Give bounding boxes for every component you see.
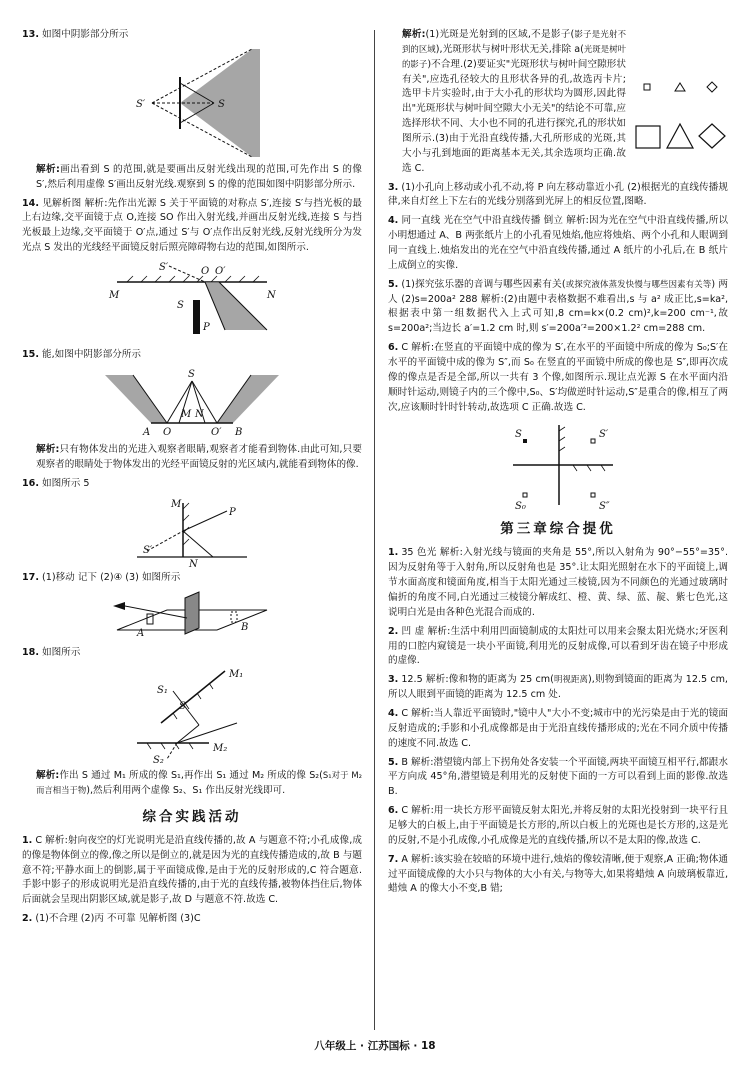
item-number: 14. — [22, 197, 39, 209]
question-16 — [22, 477, 362, 492]
item-number: 5. — [388, 756, 399, 768]
analysis-practice-2 — [388, 28, 728, 177]
answer-text: 同一直线 光在空气中沿直线传播 倒立 解析:因为光在空气中沿直线传播,所以小明想通过 A、B 两张纸片上的小孔看见烛焰,他应将烛焰、两个小孔和人眼调到同一直线上.烛焰发出的光在空气中沿直线传播,通过 A 纸片的小孔后,在 B 纸片上成倒立的实像. — [388, 215, 728, 271]
item-number: 1. — [22, 834, 33, 846]
label-s2: S₂ — [153, 755, 164, 766]
analysis-note: S₁对于 M₂ 而言相当于物 — [36, 770, 363, 796]
answer-text: 35 色光 解析:入射光线与镜面的夹角是 55°,所以入射角为 90°−55°=35°.因为反射角等于入射角,所以反射角也是 35°.让太阳光照射在水下的平面镜上,调节水面高度和镜面角度,相当于太阳光通过三棱镜,因为不同颜色的光通过玻璃时偏折的角度不同,白光通过三棱镜分解成红、橙、黄、绿、蓝、靛、紫七色光,这说明白光是由各种色光混合而成的. — [388, 547, 728, 618]
answer-text-a: (1)探究弦乐器的音调与哪些因素有关( — [401, 278, 566, 290]
left-column — [22, 28, 362, 931]
label-s-prime: S′ — [143, 545, 153, 557]
chapter-item-7 — [388, 853, 728, 898]
practice-5 — [388, 278, 728, 337]
shaded-region-left — [105, 375, 167, 423]
label-s: S — [188, 368, 195, 380]
figure-q16 — [117, 495, 267, 567]
label-n: N — [195, 408, 204, 420]
answer-text: 见解析图 解析:先作出光源 S 关于平面镜的对称点 S′,连接 S′与挡光板的最上右边缘,交平面镜于点 O,连接 SO 作出入射光线,并画出反射光线,连接 S 与挡光板最上边缘,交平面镜于 O′点,通过 S′与 O′点作出反射光线,反射光线所分为发光点 S 发出的光线经平面镜反射后照亮障碍物右边的范围,如图所示. — [22, 197, 362, 254]
figure-p6 — [493, 419, 623, 511]
analysis-text-2: ),然后利用两个虚像 S₂、S₁ 作出反射光线即可. — [86, 785, 286, 797]
analysis-text: 作出 S 通过 M₁ 所成的像 S₁,再作出 S₁ 通过 M₂ 所成的像 S₂( — [59, 770, 323, 782]
label-b: B — [241, 622, 249, 634]
item-number: 4. — [388, 215, 399, 227]
right-column — [388, 28, 728, 901]
hole-shapes-figure — [632, 80, 728, 156]
figure-q13 — [122, 47, 262, 159]
analysis-text-b: ),光斑形状与树叶形状无关,排除 a( — [435, 43, 584, 55]
label-s-dprime: S″ — [599, 501, 610, 512]
answer-text: (1)移动 记下 (2)④ (3) 如图所示 — [42, 572, 181, 584]
label-b: B — [235, 426, 243, 438]
chapter-item-3 — [388, 673, 728, 703]
column-divider — [374, 30, 375, 1030]
answer-note: 或探究液体蒸发快慢与哪些因素有关等 — [565, 278, 712, 289]
answer-text: 如图所示 — [42, 647, 81, 659]
label-a: A — [137, 628, 145, 640]
label-s: S — [177, 300, 184, 312]
label-m2: M₂ — [213, 743, 228, 755]
item-number: 16. — [22, 477, 39, 489]
shaded-region-right — [217, 375, 279, 423]
analysis-note-a: 影子是光射不到的区域 — [402, 29, 626, 54]
chapter-item-2 — [388, 625, 728, 670]
item-number: 6. — [388, 342, 399, 354]
practice-1 — [22, 834, 362, 908]
analysis-text-a: (1)光斑是光射到的区域,不是影子( — [425, 29, 575, 40]
analysis-text-c: )不合理.(2)要证实"光斑形状与树叶间空隙形状有关",应选孔径较大的且形状各异的孔,故选丙卡片;选甲卡片实验时,由于大小孔的形状均为圆形,因此得出"光斑形状与树叶间空隙大小无关"的结论不可靠,应选择形状不同、大小也不同的孔进行探究,孔的形状如图所示.(3)由于光沿直线传播,大孔所形成的光斑,其大小与孔到地面的距离基本无关,其余选项均正确.故选 C. — [402, 58, 627, 174]
section-title-practice: 综合实践活动 — [142, 808, 242, 825]
answer-text-b: ) 两人 (2)s=200a² 288 解析:(2)由题中表格数据不难看出,s 与 a² 成正比,s=ka²,根据表中第一组数据代入上式可知,8 cm=k×(0.2 cm)²,k=200 cm⁻¹,故 s=200a²;当边长 a′=1.2 cm 时,则 s′=200a′²=200×1.2² cm=288 cm. — [388, 278, 728, 335]
figure-q15 — [97, 367, 287, 439]
item-number: 7. — [388, 853, 399, 865]
analysis-note-b: 光斑是树叶的影子 — [402, 43, 627, 69]
label-m1: M₁ — [229, 669, 244, 681]
label-s-prime: S′ — [599, 429, 609, 441]
chapter-item-5 — [388, 756, 728, 801]
label-p: P — [203, 322, 210, 334]
analysis-18 — [22, 769, 362, 799]
answer-text: (1)小孔向上移动或小孔不动,将 P 向左移动靠近小孔 (2)根据光的直线传播规律,来自灯丝上下左右的光线分别落到光屏上的相反位置,图略. — [388, 181, 728, 208]
practice-6 — [388, 341, 728, 415]
section-title-chapter3: 第三章综合提优 — [500, 521, 616, 538]
practice-4 — [388, 214, 728, 273]
item-number: 2. — [388, 625, 399, 637]
answer-text: C 解析:在竖直的平面镜中成的像为 S′,在水平的平面镜中所成的像为 S₀;S′在水平的平面镜中成的像为 S″,而 S₀ 在竖直的平面镜中所成的像也是 S″,即再次成像的像点是否是全部,所以一共有 3 个像,如图所示.现让点光源 S 在水平面内沿顺时针运动,则镜子内的三个像中,S₀、S′均做逆时针运动,S″是重合的像,相互了两次,应该顺时针时针转动,故选项 C 正确.故选 C. — [388, 342, 728, 413]
answer-text: C 解析:射向夜空的灯光说明光是沿直线传播的,故 A 与题意不符;小孔成像,成的像是物体倒立的像,像之所以是倒立的,就是因为光的直线传播造成的,故 B 与题意不符;平静水面上的倒影,属于平面镜成像,是由于光的反射形成的,C 符合题意.手影中影子的形成说明光是沿直线传播的,由于光的直线传播,被物体挡住后,物体后面就会呈现出阴影区域,就是影子,故 D 与题意不符.故选 C. — [22, 834, 362, 906]
question-15 — [22, 348, 362, 363]
label-o: O — [201, 266, 210, 278]
analysis-label: 解析: — [36, 770, 60, 782]
answer-text: 如图中阴影部分所示 — [42, 29, 129, 40]
analysis-label: 解析: — [36, 163, 60, 175]
answer-text: (1)不合理 (2)丙 不可靠 见解析图 (3)C — [35, 913, 201, 925]
item-number: 6. — [388, 805, 399, 817]
analysis-text: 只有物体发出的光进入观察者眼睛,观察者才能看到物体.由此可知,只要观察者的眼睛处于物体发出的光经平面镜反射的光区域内,就能看到物体的像. — [36, 443, 362, 470]
answer-text: 能,如图中阴影部分所示 — [42, 349, 141, 361]
answer-text: C 解析:当人靠近平面镜时,"镜中人"大小不变;城市中的光污染是由于光的镜面反射造成的;手影和小孔成像都是由于光沿直线传播形成的;光在不同介质中传播的速度不同.故选 C. — [388, 708, 728, 749]
label-s1: S₁ — [157, 685, 168, 697]
question-18 — [22, 646, 362, 661]
item-number: 17. — [22, 572, 39, 584]
answer-text-b: ),则物到镜面的距离为 12.5 cm,所以人眼到平面镜的距离为 12.5 cm 处. — [388, 674, 728, 701]
chapter-item-4 — [388, 707, 728, 752]
shaded-region — [205, 282, 267, 330]
label-o-prime: O′ — [215, 266, 226, 278]
analysis-15 — [22, 443, 362, 473]
label-s: S — [218, 98, 225, 110]
item-number: 2. — [22, 913, 33, 925]
practice-3 — [388, 181, 728, 211]
item-number: 3. — [388, 674, 399, 686]
chapter-item-6 — [388, 804, 728, 849]
answer-text: B 解析:潜望镜内部上下拐角处各安装一个平面镜,两块平面镜互相平行,都跟水平方向成 45°角,潜望镜是利用光的反射使下面的一方可以看到上面的影像.故选 B. — [388, 756, 728, 798]
item-number: 5. — [388, 278, 399, 290]
page-footer: 八年级上 · 江苏国标 · 18 — [314, 1040, 436, 1052]
label-s0: S₀ — [515, 501, 526, 512]
figure-q14 — [107, 260, 277, 344]
label-o-prime: O′ — [211, 426, 222, 438]
analysis-label: 解析: — [36, 443, 60, 455]
label-s: S — [179, 701, 186, 713]
label-o: O — [163, 426, 172, 438]
label-s-prime: S′ — [136, 98, 146, 110]
label-n: N — [189, 559, 198, 568]
item-number: 3. — [388, 181, 399, 193]
answer-text: A 解析:该实验在较暗的环境中进行,烛焰的像较清晰,便于观察,A 正确;物体通过平面镜成像的大小只与物体的大小有关,与物等大,如果将蜡烛 A 向玻璃板靠近,蜡烛 A 的像大小不变,B 错; — [388, 853, 728, 895]
label-a: A — [143, 426, 151, 438]
item-number: 1. — [388, 547, 399, 559]
answer-note: 明视距离 — [553, 674, 589, 685]
answer-text-a: 12.5 解析:像和物的距离为 25 cm( — [401, 674, 554, 686]
answer-text: 凹 虚 解析:生活中利用凹面镜制成的太阳灶可以用来会聚太阳光烧水;牙医利用的口腔内窥镜是一块小平面镜,利用光的反射成像,可以看到牙齿在镜子中形成的虚像. — [388, 625, 728, 667]
question-17 — [22, 571, 362, 586]
analysis-text: 画出看到 S 的范围,就是要画出反射光线出现的范围,可先作出 S 的像 S′,然后利用虚像 S′画出反射光线.观察到 S 的像的范围如图中阴影部分所示. — [36, 163, 362, 190]
figure-q17 — [107, 590, 277, 642]
answer-text: 如图所示 5 — [42, 477, 90, 489]
item-number: 18. — [22, 647, 39, 659]
chapter-item-1 — [388, 546, 728, 620]
question-14 — [22, 197, 362, 256]
label-m: M — [181, 408, 192, 420]
label-p: P — [229, 507, 236, 519]
item-number: 13. — [22, 29, 39, 40]
figure-q18 — [117, 665, 267, 765]
question-13 — [22, 28, 362, 43]
answer-text: C 解析:用一块长方形平面镜反射太阳光,并将反射的太阳光投射到一块平行且足够大的白板上,由于平面镜是长方形的,所以白板上的光斑也是长方形的,这是光的反射,不是小孔成像,小孔成像是光的直线传播,所以不是太阳的像,故选 C. — [388, 805, 728, 846]
label-s: S — [515, 429, 522, 441]
item-number: 15. — [22, 349, 39, 361]
practice-2 — [22, 912, 362, 927]
label-n: N — [267, 290, 276, 302]
analysis-label: 解析: — [402, 29, 426, 40]
analysis-13 — [22, 163, 362, 193]
hole-shapes — [632, 80, 728, 162]
label-m: M — [109, 290, 120, 302]
label-m: M — [171, 499, 182, 511]
item-number: 4. — [388, 708, 399, 719]
label-s-prime: S′ — [159, 262, 169, 274]
